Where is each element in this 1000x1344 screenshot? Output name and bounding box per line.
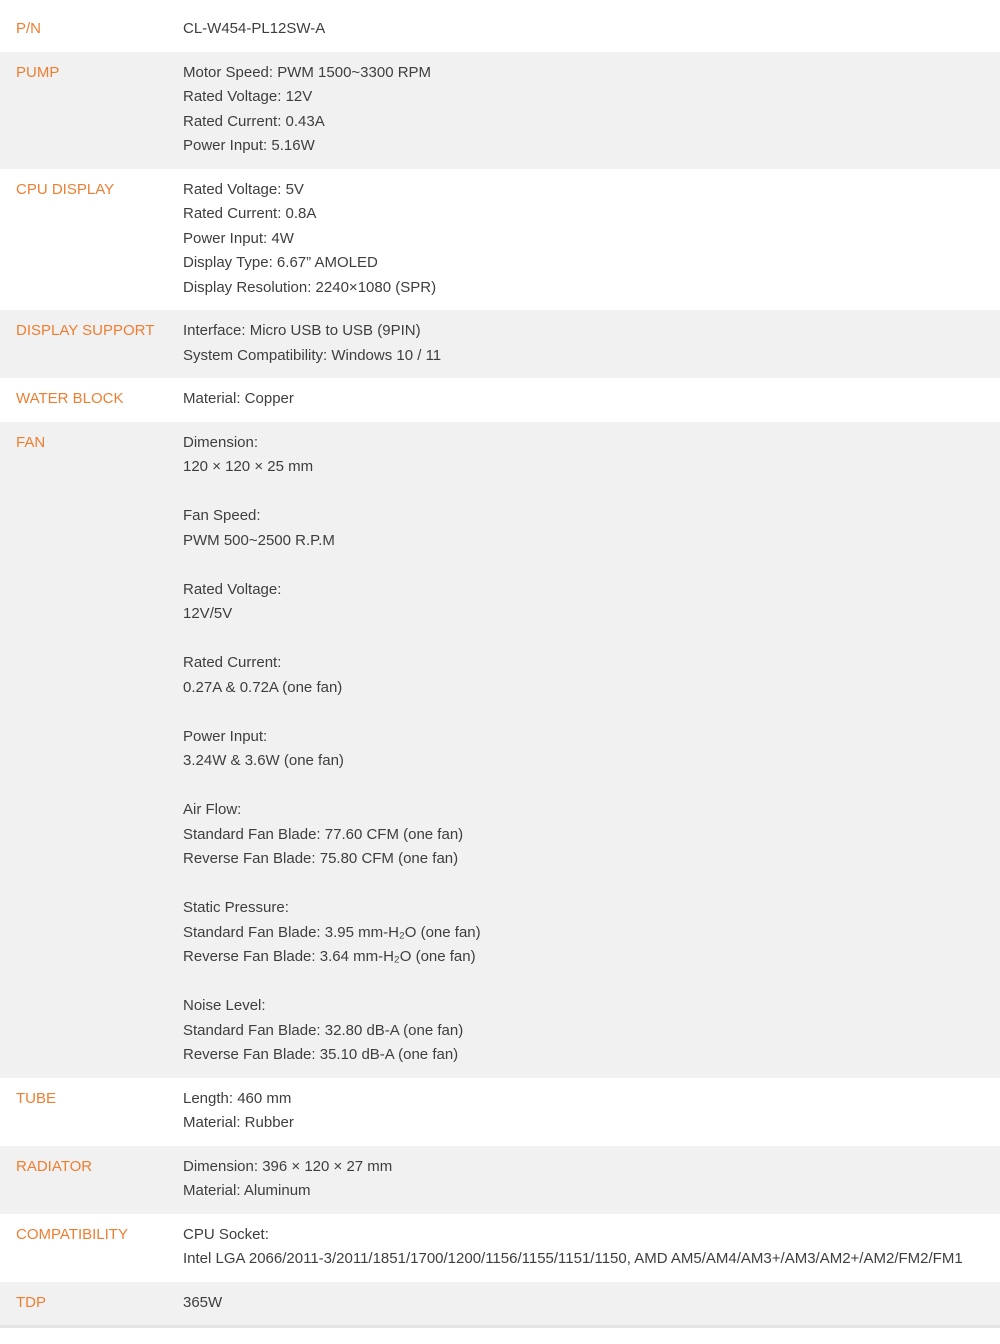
spec-line: Power Input: — [183, 727, 268, 745]
spec-row — [0, 1078, 1000, 1146]
spec-line: Interface: Micro USB to USB (9PIN) — [183, 322, 421, 339]
spec-label: DISPLAY SUPPORT — [16, 322, 155, 339]
spec-value — [183, 61, 1000, 159]
spec-line-spacer — [183, 480, 992, 505]
spec-line-spacer — [183, 774, 992, 799]
spec-label: TDP — [16, 1293, 46, 1311]
spec-line: Standard Fan Blade: 3.95 mm-H₂O (one fan) — [183, 923, 481, 941]
spec-line: PWM 500~2500 R.P.M — [183, 531, 335, 549]
spec-line: Power Input: 4W — [183, 229, 294, 247]
spec-row — [0, 1214, 1000, 1282]
spec-line: Material: Aluminum — [183, 1182, 311, 1199]
spec-value — [183, 431, 1000, 1068]
spec-line-spacer — [183, 553, 992, 578]
spec-line: System Compatibility: Windows 10 / 11 — [183, 346, 442, 364]
spec-line-spacer — [183, 872, 992, 897]
spec-value — [183, 1087, 1000, 1136]
spec-line: Fan Speed: — [183, 507, 261, 524]
spec-row — [0, 52, 1000, 169]
spec-line: Static Pressure: — [183, 899, 289, 916]
spec-value — [183, 1155, 1000, 1204]
spec-line: Intel LGA 2066/2011-3/2011/1851/1700/1200/1156/1155/1151/1150, AMD AM5/AM4/AM3+/AM3/AM2+/AM2/FM2/FM1 — [183, 1250, 963, 1267]
spec-line: Rated Voltage: — [183, 580, 282, 598]
spec-line: Display Resolution: 2240×1080 (SPR) — [183, 278, 437, 296]
spec-line: Dimension: — [183, 433, 259, 451]
spec-label: FAN — [16, 433, 46, 451]
spec-line: Length: 460 mm — [183, 1089, 292, 1107]
spec-line: Standard Fan Blade: 32.80 dB-A (one fan) — [183, 1021, 464, 1039]
spec-value — [183, 1223, 1000, 1272]
spec-line: 365W — [183, 1293, 223, 1311]
spec-row — [0, 8, 1000, 52]
spec-label: RADIATOR — [16, 1157, 93, 1175]
spec-line: Motor Speed: PWM 1500~3300 RPM — [183, 63, 432, 81]
spec-row — [0, 169, 1000, 311]
spec-value — [183, 319, 1000, 368]
spec-line-spacer — [183, 700, 992, 725]
spec-value — [183, 178, 1000, 301]
spec-value — [183, 1291, 1000, 1316]
spec-line: Air Flow: — [183, 801, 242, 818]
spec-line: Rated Voltage: 12V — [183, 88, 313, 105]
spec-label: TUBE — [16, 1089, 57, 1107]
spec-line: Power Input: 5.16W — [183, 137, 315, 154]
spec-line: 12V/5V — [183, 605, 233, 622]
spec-line: Rated Voltage: 5V — [183, 180, 304, 198]
spec-line: 120 × 120 × 25 mm — [183, 458, 314, 475]
spec-line: Dimension: 396 × 120 × 27 mm — [183, 1157, 393, 1175]
spec-row — [0, 1282, 1000, 1326]
spec-line: Reverse Fan Blade: 3.64 mm-H₂O (one fan) — [183, 948, 476, 965]
spec-label: WATER BLOCK — [16, 390, 124, 407]
spec-line: Standard Fan Blade: 77.60 CFM (one fan) — [183, 825, 464, 843]
spec-line: Rated Current: 0.8A — [183, 205, 317, 222]
spec-line: 0.27A & 0.72A (one fan) — [183, 678, 343, 696]
spec-line: Noise Level: — [183, 997, 266, 1014]
spec-line: Rated Current: — [183, 654, 282, 671]
spec-row — [0, 422, 1000, 1078]
spec-label: CPU DISPLAY — [16, 180, 115, 198]
spec-line-spacer — [183, 627, 992, 652]
spec-label: COMPATIBILITY — [16, 1225, 128, 1243]
spec-line: Material: Copper — [183, 390, 294, 407]
spec-row — [0, 310, 1000, 378]
spec-line-spacer — [183, 970, 992, 995]
spec-line: Material: Rubber — [183, 1114, 294, 1131]
spec-row — [0, 378, 1000, 422]
spec-line: 3.24W & 3.6W (one fan) — [183, 752, 344, 769]
spec-line: Reverse Fan Blade: 35.10 dB-A (one fan) — [183, 1046, 459, 1063]
spec-label: PUMP — [16, 63, 60, 81]
spec-value — [183, 387, 1000, 412]
spec-value — [183, 17, 1000, 42]
spec-label: P/N — [16, 20, 42, 37]
spec-line: CL-W454-PL12SW-A — [183, 20, 326, 37]
spec-line: Reverse Fan Blade: 75.80 CFM (one fan) — [183, 850, 459, 867]
spec-line: Display Type: 6.67” AMOLED — [183, 254, 378, 271]
spec-line: Rated Current: 0.43A — [183, 112, 325, 130]
spec-line: CPU Socket: — [183, 1225, 269, 1243]
spec-row — [0, 1146, 1000, 1214]
